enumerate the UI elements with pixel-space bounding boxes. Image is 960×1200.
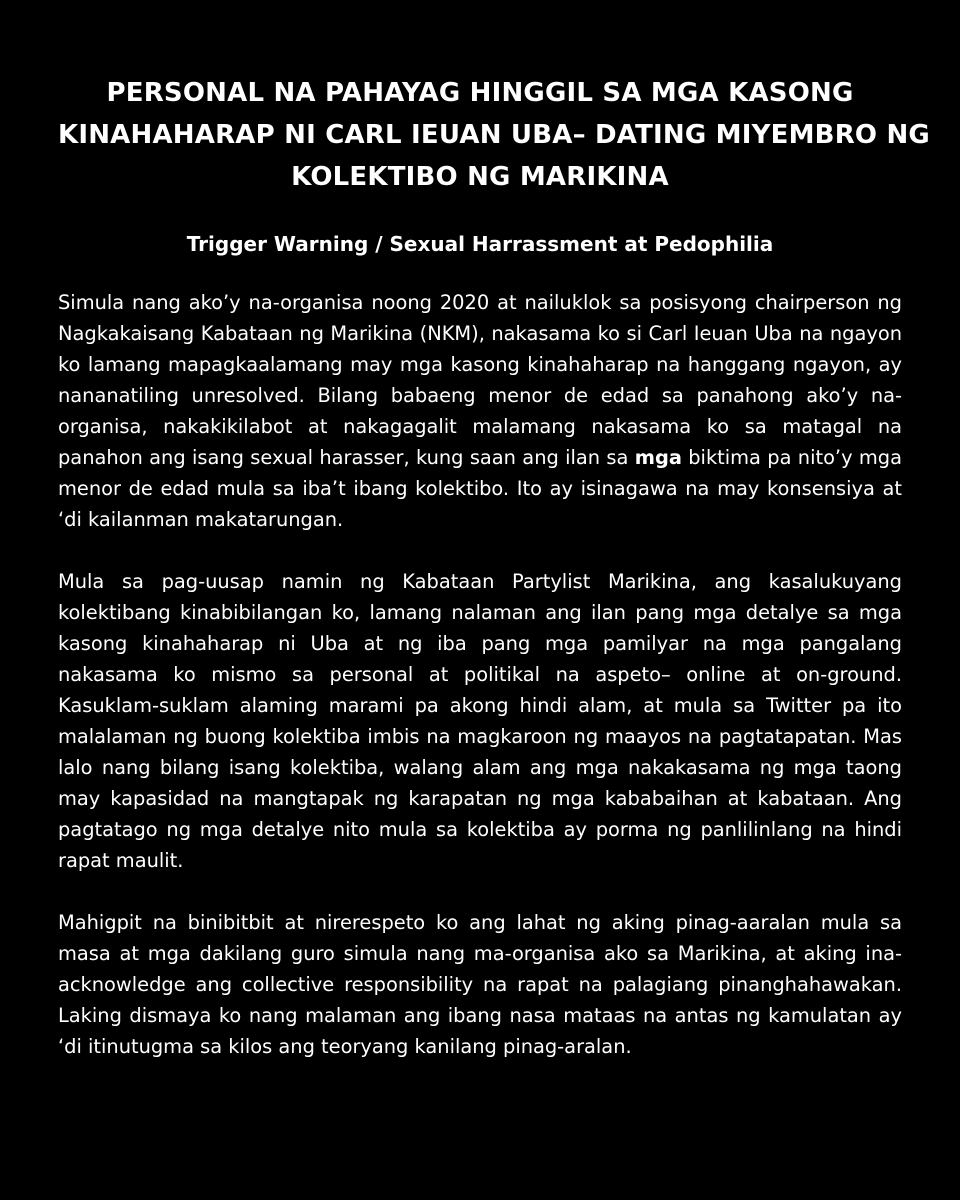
title-line-2: KINAHAHARAP NI CARL IEUAN UBA– DATING MIYEMBRO NG (58, 120, 930, 150)
paragraph-3: Mahigpit na binibitbit at nirerespeto ko ang lahat ng aking pinag-aaralan mula sa masa at mga dakilang guro simula nang ma-organisa ako sa Marikina, at aking ina-acknowledge ang collective responsibility na rapat na palagiang pinanghahawakan. Laking dismaya ko nang malaman ang ibang nasa mataas na antas ng kamulatan ay ‘di itinutugma sa kilos ang teoryang kanilang pinag-aralan. (58, 911, 902, 1058)
statement-body (58, 287, 902, 1062)
trigger-warning: Trigger Warning / Sexual Harrassment at Pedophilia (186, 232, 774, 256)
paragraph-1 (58, 287, 902, 535)
title-line-1: PERSONAL NA PAHAYAG HINGGIL SA MGA KASONG (106, 78, 854, 108)
paragraph-1-text-b: biktima pa nito’y mga menor de edad mula sa iba’t ibang kolektibo. Ito ay isinagawa na may konsensiya at ‘di kailanman makatarungan. (58, 446, 902, 531)
paragraph-1-bold-word: mga (634, 446, 682, 469)
statement-title (58, 72, 930, 198)
paragraph-2: Mula sa pag-uusap namin ng Kabataan Partylist Marikina, ang kasalukuyang kolektibang kinabibilangan ko, lamang nalaman ang ilan pang mga detalye sa mga kasong kinahaharap ni Uba at ng iba pang mga pamilyar na mga pangalang nakasama ko mismo sa personal at politikal na aspeto– online at on-ground. Kasuklam-suklam alaming marami pa akong hindi alam, at mula sa Twitter pa ito malalaman ng buong kolektiba imbis na magkaroon ng maayos na pagtatapatan. Mas lalo nang bilang isang kolektiba, walang alam ang mga nakakasama ng mga taong may kapasidad na mangtapak ng karapatan ng mga kababaihan at kabataan. Ang pagtatago ng mga detalye nito mula sa kolektiba ay porma ng panlilinlang na hindi rapat maulit. (58, 570, 902, 872)
title-line-3: KOLEKTIBO NG MARIKINA (291, 162, 669, 192)
paragraph-1-text-a: Simula nang ako’y na-organisa noong 2020 at nailuklok sa posisyong chairperson ng Nagkakaisang Kabataan ng Marikina (NKM), nakasama ko si Carl Ieuan Uba na ngayon ko lamang mapagkaalamang may mga kasong kinahaharap na hanggang ngayon, ay nananatiling unresolved. Bilang babaeng menor de edad sa panahong ako’y na-organisa, nakakikilabot at nakagagalit malamang nakasama ko sa matagal na panahon ang isang sexual harasser, kung saan ang ilan sa (58, 291, 902, 469)
